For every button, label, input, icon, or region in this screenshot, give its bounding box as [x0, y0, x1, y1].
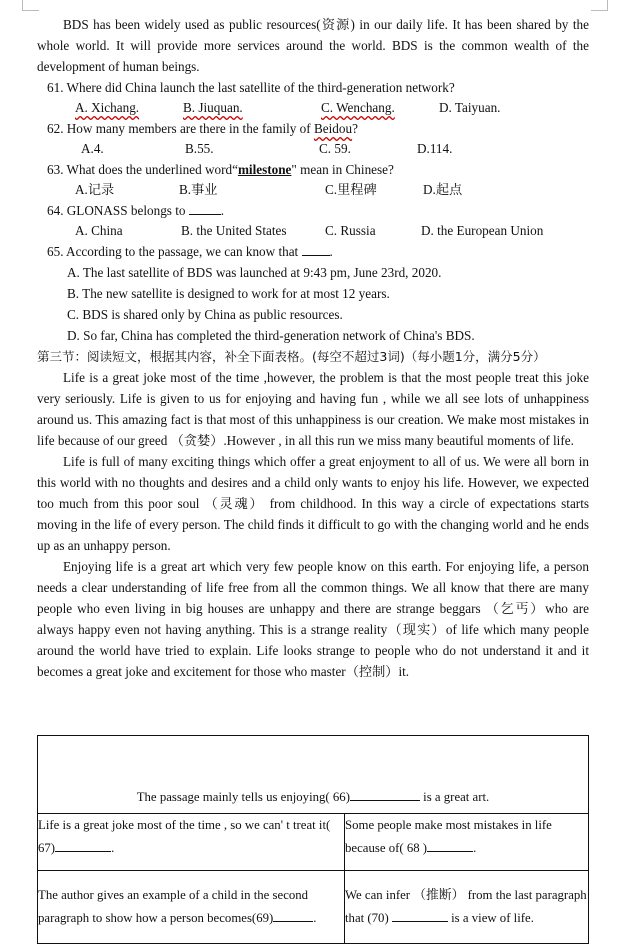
option-62-c: C. 59. [319, 141, 351, 156]
option-61-a: A. Xichang. [75, 100, 140, 115]
option-64-a: A. China [75, 223, 123, 238]
question-63-options [37, 180, 589, 200]
option-65-c: C. BDS is shared only by China as public resources. [67, 307, 343, 322]
option-65-a: A. The last satellite of BDS was launched at 9:43 pm, June 23rd, 2020. [67, 265, 442, 280]
option-63-a: A.记录 [75, 182, 115, 197]
question-64-stem: 64. GLONASS belongs to . [47, 203, 225, 218]
table-row-1: The passage mainly tells us enjoying( 66) is a great art. [38, 736, 589, 814]
section-title: 第三节：阅读短文，根据其内容，补全下面表格。(每空不超过3词)（每小题1分，满分5分） [37, 349, 546, 364]
question-61-options [37, 98, 589, 118]
option-65-d: D. So far, China has completed the third-generation network of China's BDS. [67, 328, 475, 343]
answer-blank-65 [302, 243, 330, 256]
answer-table [37, 735, 589, 944]
answer-blank-70 [392, 909, 448, 922]
passage-paragraph-1: Life is a great joke most of the time ,however, the problem is that the most people treat this joke very seriously. Life is given to us for enjoying and having fun , while we all see lots of unhappiness around us. This amazing fact is that most of this unhappiness is our creation. We make most mistakes in life because of our greed （贪婪）.However , in all this run we miss many beautiful moments of life. [37, 370, 589, 448]
table-cell-70: We can infer （推断） from the last paragraph that (70) is a view of life. [345, 871, 589, 944]
intro-paragraph: BDS has been widely used as public resources(资源) in our daily life. It has been shared by the whole world. It will provide more services around the world. BDS is the common wealth of the development of human beings. [37, 17, 589, 74]
page-corner-mark-left [22, 0, 39, 11]
answer-blank-68 [427, 839, 473, 852]
option-64-d: D. the European Union [421, 223, 544, 238]
answer-blank-69 [273, 909, 313, 922]
question-65-stem: 65. According to the passage, we can know that . [47, 244, 333, 259]
answer-blank-64 [189, 202, 221, 215]
table-cell-67: Life is a great joke most of the time , so we can' t treat it( 67) . [38, 814, 345, 871]
option-61-b: B. Jiuquan. [183, 100, 243, 115]
passage-paragraph-3: Enjoying life is a great art which very few people know on this earth. For enjoying life, a person needs a clear understanding of life free from all the common things. We all know that there are many people who even living in big houses are unhappy and there are strange beggars （乞丐）who are always happy even not having anything. This is a strange reality（现实）of life which many people around the world have tried to explain. Life looks strange to people who do not understand it and it becomes a great joke and excitement for those who master（控制）it. [37, 559, 589, 679]
question-62-stem: 62. How many members are there in the family of Beidou? [47, 121, 358, 136]
option-62-d: D.114. [417, 141, 453, 156]
option-62-a: A.4. [81, 141, 104, 156]
document-content [37, 14, 589, 682]
option-63-d: D.起点 [423, 182, 463, 197]
option-61-d: D. Taiyuan. [439, 100, 501, 115]
option-64-c: C. Russia [325, 223, 376, 238]
option-61-c: C. Wenchang. [321, 100, 395, 115]
passage-paragraph-2: Life is full of many exciting things which offer a great enjoyment to all of us. We were all born in this world with no thoughts and desires and a child only wants to enjoy his life. However, we expected too much from this poor soul （灵魂） from childhood. In this way a circle of expectations starts moving in the life of every person. The child finds it difficult to go with the changing world and he ends up as an unhappy person. [37, 454, 589, 553]
table-cell-68: Some people make most mistakes in life because of( 68 ) . [345, 814, 589, 871]
question-62-options [37, 139, 589, 159]
option-63-b: B.事业 [179, 182, 218, 197]
underlined-word-milestone: milestone [237, 162, 292, 177]
question-61-stem: 61. Where did China launch the last satellite of the third-generation network? [47, 80, 455, 95]
option-64-b: B. the United States [181, 223, 287, 238]
option-62-b: B.55. [185, 141, 214, 156]
answer-blank-67 [55, 839, 111, 852]
table-cell-69: The author gives an example of a child in the second paragraph to show how a person becomes(69) . [38, 871, 345, 944]
option-65-b: B. The new satellite is designed to work for at most 12 years. [67, 286, 390, 301]
option-63-c: C.里程碑 [325, 182, 377, 197]
answer-blank-66 [350, 788, 420, 801]
question-63-stem: 63. What does the underlined word“milestone" mean in Chinese? [47, 162, 394, 177]
question-64-options [37, 221, 589, 241]
page-corner-mark-right [591, 0, 608, 11]
